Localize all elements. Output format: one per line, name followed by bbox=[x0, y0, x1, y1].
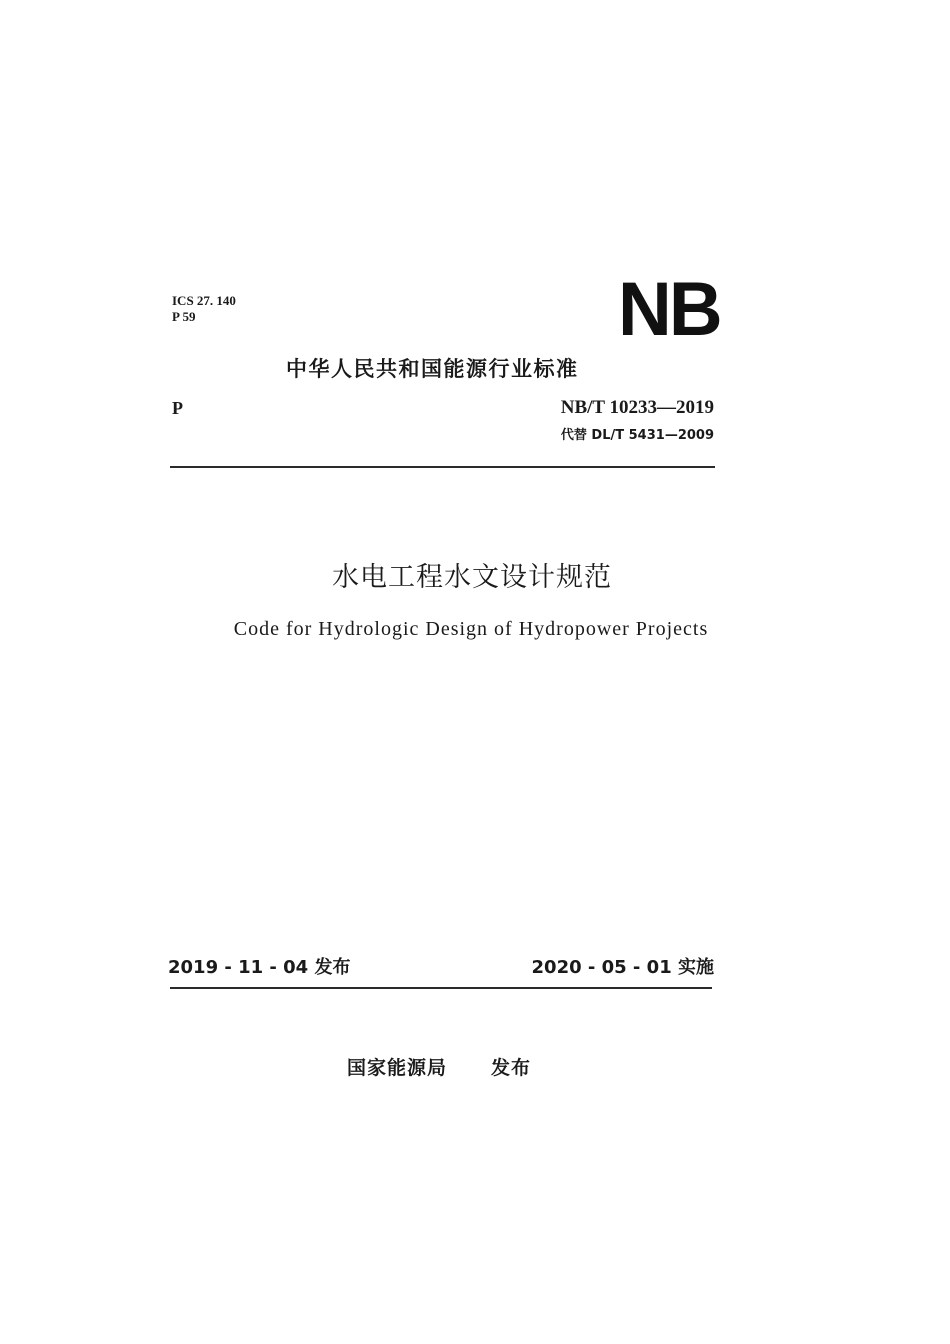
issuer-name: 国家能源局 bbox=[347, 1057, 448, 1079]
standard-number: NB/T 10233—2019 bbox=[560, 397, 714, 418]
issuer-action: 发布 bbox=[491, 1057, 532, 1079]
ics-code: ICS 27. 140 bbox=[172, 293, 236, 308]
classification-letter: P bbox=[172, 398, 183, 418]
bottom-divider bbox=[170, 987, 712, 989]
top-divider bbox=[170, 466, 715, 468]
ccs-code: P 59 bbox=[172, 309, 196, 324]
implementation-date: 2020 - 05 - 01 实施 bbox=[531, 957, 714, 978]
standard-category: 中华人民共和国能源行业标准 bbox=[286, 357, 579, 381]
issue-date: 2019 - 11 - 04 发布 bbox=[168, 957, 351, 978]
replaces-standard: 代替 DL/T 5431—2009 bbox=[560, 428, 714, 443]
nb-logo: NB bbox=[618, 267, 720, 352]
title-english: Code for Hydrologic Design of Hydropower Projects bbox=[233, 618, 709, 640]
title-chinese: 水电工程水文设计规范 bbox=[332, 562, 612, 593]
